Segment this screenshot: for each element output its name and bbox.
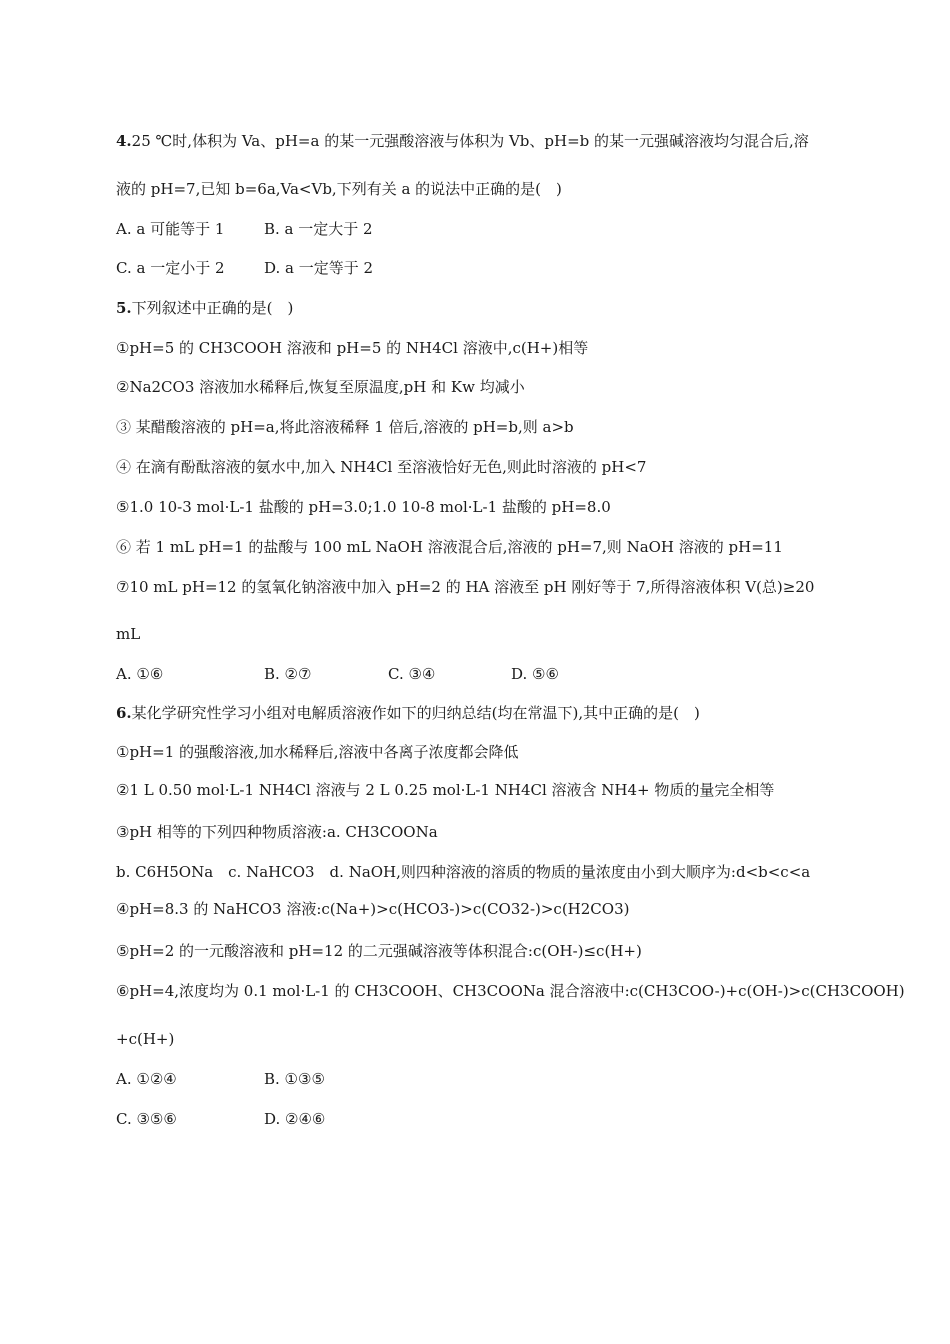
q5-item-7-cont: mL: [116, 625, 141, 643]
q4-stem-part1: 25 ℃时,体积为 Va、pH=a 的某一元强酸溶液与体积为 Vb、pH=b 的某一元强碱溶液均匀混合后,溶: [131, 132, 809, 150]
q4-option-d: D. a 一定等于 2: [264, 259, 374, 277]
q5-item-1: ①pH=5 的 CH3COOH 溶液和 pH=5 的 NH4Cl 溶液中,c(H+)相等: [116, 339, 589, 357]
q5-number: 5.: [116, 299, 132, 317]
q6-option-c: C. ③⑤⑥: [116, 1110, 177, 1128]
q6-stem-line: [116, 703, 700, 723]
q5-item-5: ⑤1.0 10-3 mol·L-1 盐酸的 pH=3.0;1.0 10-8 mol·L-1 盐酸的 pH=8.0: [116, 498, 611, 516]
q4-option-b: B. a 一定大于 2: [264, 220, 373, 238]
q5-options: [116, 664, 559, 684]
q4-line2: 液的 pH=7,已知 b=6a,Va<Vb,下列有关 a 的说法中正确的是( ): [116, 180, 562, 198]
q5-item-6: ⑥ 若 1 mL pH=1 的盐酸与 100 mL NaOH 溶液混合后,溶液的 pH=7,则 NaOH 溶液的 pH=11: [116, 538, 783, 556]
q4-line1: [116, 131, 809, 151]
q6-item-2: ②1 L 0.50 mol·L-1 NH4Cl 溶液与 2 L 0.25 mol·L-1 NH4Cl 溶液含 NH4+ 物质的量完全相等: [116, 781, 775, 799]
q4-option-a: A. a 可能等于 1: [116, 220, 225, 238]
q5-option-b: B. ②⑦: [264, 665, 312, 683]
q6-item-6: ⑥pH=4,浓度均为 0.1 mol·L-1 的 CH3COOH、CH3COONa 混合溶液中:c(CH3COO-)+c(OH-)>c(CH3COOH): [116, 982, 905, 1000]
q4-option-c: C. a 一定小于 2: [116, 259, 225, 277]
q6-item-4: ④pH=8.3 的 NaHCO3 溶液:c(Na+)>c(HCO3-)>c(CO32-)>c(H2CO3): [116, 900, 630, 918]
q6-item-1: ①pH=1 的强酸溶液,加水稀释后,溶液中各离子浓度都会降低: [116, 743, 519, 761]
q5-option-d: D. ⑤⑥: [511, 665, 559, 683]
q5-item-3: ③ 某醋酸溶液的 pH=a,将此溶液稀释 1 倍后,溶液的 pH=b,则 a>b: [116, 418, 574, 436]
q6-options-row1: [116, 1069, 325, 1089]
q4-number: 4.: [116, 132, 132, 150]
q6-option-b: B. ①③⑤: [264, 1070, 325, 1088]
q6-stem: 某化学研究性学习小组对电解质溶液作如下的归纳总结(均在常温下),其中正确的是( ): [131, 704, 700, 722]
q5-stem: 下列叙述中正确的是( ): [131, 299, 294, 317]
q6-item-3-cont: b. C6H5ONa c. NaHCO3 d. NaOH,则四种溶液的溶质的物质的量浓度由小到大顺序为:d<b<c<a: [116, 863, 811, 881]
q5-option-a: A. ①⑥: [116, 665, 164, 683]
q6-item-5: ⑤pH=2 的一元酸溶液和 pH=12 的二元强碱溶液等体积混合:c(OH-)≤c(H+): [116, 942, 642, 960]
q5-option-c: C. ③④: [388, 665, 436, 683]
q6-option-a: A. ①②④: [116, 1070, 177, 1088]
q5-item-4: ④ 在滴有酚酞溶液的氨水中,加入 NH4Cl 至溶液恰好无色,则此时溶液的 pH<7: [116, 458, 647, 476]
q6-option-d: D. ②④⑥: [264, 1110, 326, 1128]
q4-options-row1: [116, 219, 373, 239]
q5-item-7: ⑦10 mL pH=12 的氢氧化钠溶液中加入 pH=2 的 HA 溶液至 pH 刚好等于 7,所得溶液体积 V(总)≥20: [116, 578, 815, 596]
q4-options-row2: [116, 258, 373, 278]
q6-item-3: ③pH 相等的下列四种物质溶液:a. CH3COONa: [116, 823, 438, 841]
q6-number: 6.: [116, 704, 132, 722]
q5-item-2: ②Na2CO3 溶液加水稀释后,恢复至原温度,pH 和 Kw 均减小: [116, 378, 525, 396]
q5-stem-line: [116, 298, 293, 318]
q6-item-6-cont: +c(H+): [116, 1030, 175, 1048]
q6-options-row2: [116, 1109, 325, 1129]
